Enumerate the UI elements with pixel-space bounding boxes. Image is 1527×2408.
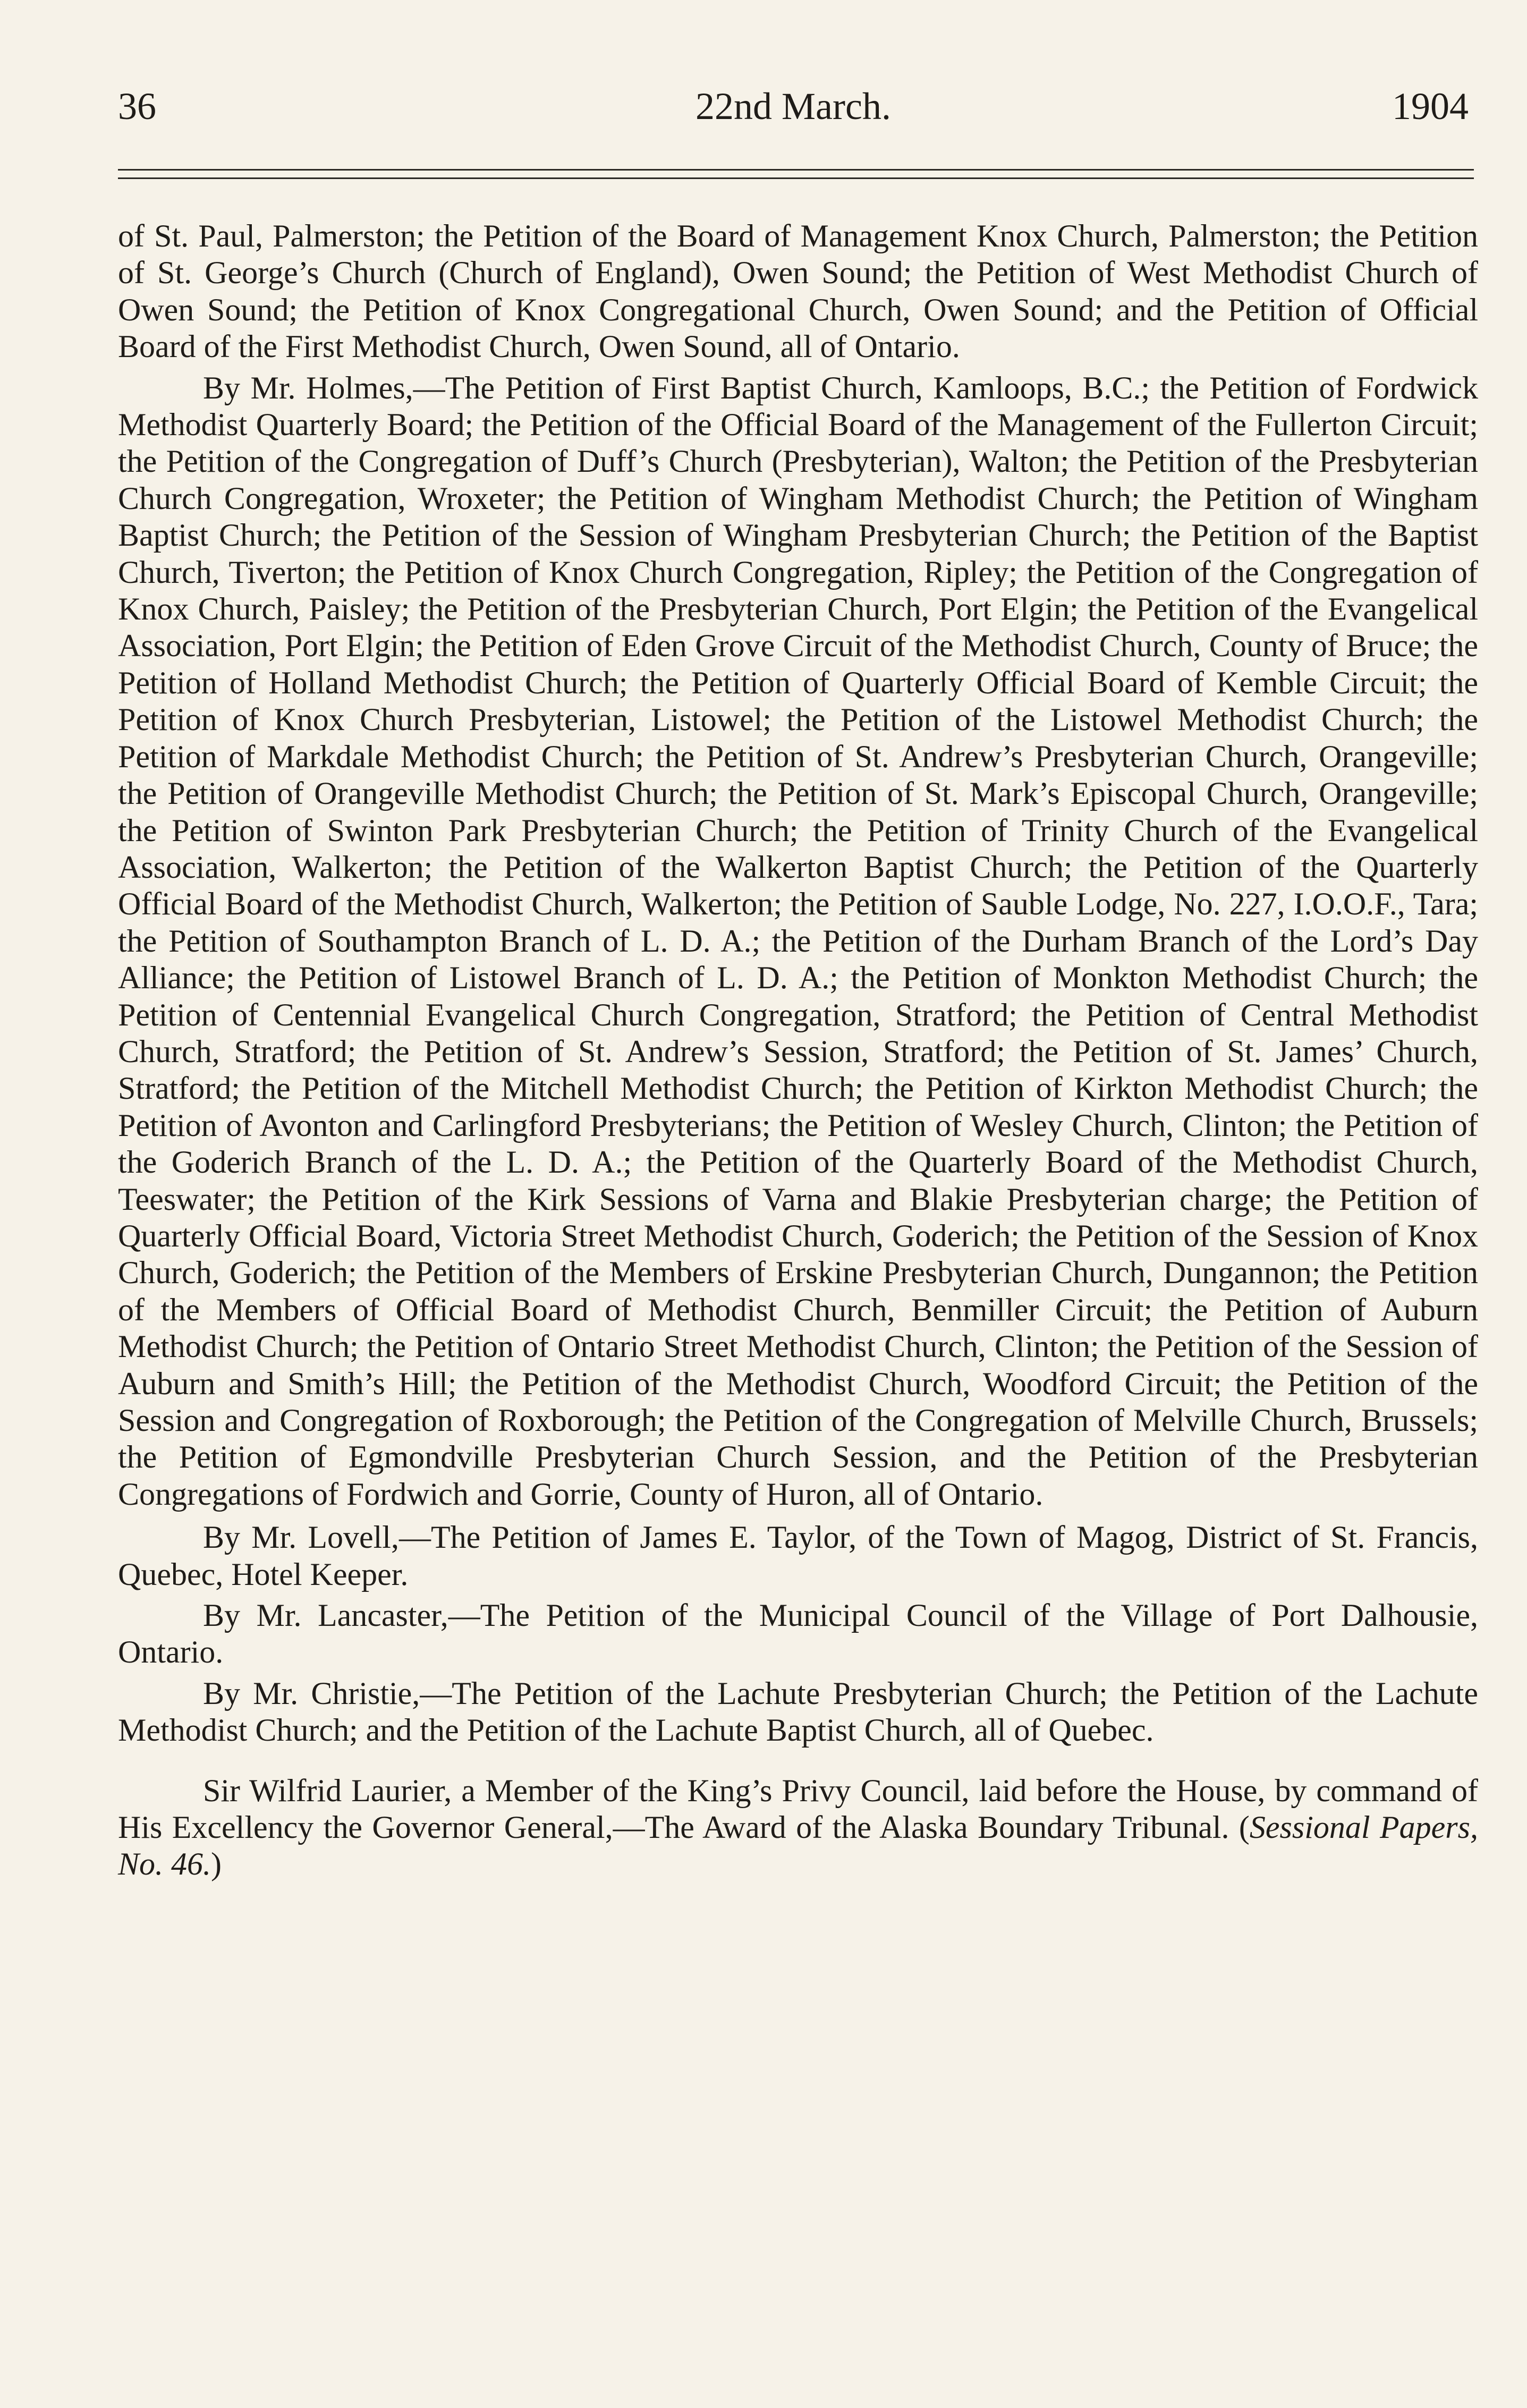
sessional-papers-reference: Sessional Papers, No. 46. <box>118 1810 1478 1882</box>
header-rule-top <box>118 169 1474 171</box>
ref-close-paren: ) <box>211 1846 222 1882</box>
ref-open-paren: ( <box>1229 1810 1250 1845</box>
paragraph-lovell-petition: By Mr. Lovell,—The Petition of James E. Taylor, of the Town of Magog, District of St. Francis, Quebec, Hotel Keeper. <box>118 1520 1478 1592</box>
page-body <box>118 218 1478 1883</box>
paragraph-lancaster-petition: By Mr. Lancaster,—The Petition of the Municipal Council of the Village of Port Dalhousie, Ontario. <box>118 1598 1478 1670</box>
paragraph-continuation: of St. Paul, Palmerston; the Petition of the Board of Management Knox Church, Palmerston; the Petition of St. George’s Church (Church of England), Owen Sound; the Petition of West Methodist Church of Owen Sound; the Petition of Knox Congregational Church, Owen Sound; and the Petition of Official Board of the First Methodist Church, Owen Sound, all of Ontario. <box>118 218 1478 364</box>
header-rule-bottom <box>118 177 1474 179</box>
page-number: 36 <box>118 85 156 128</box>
paragraph-christie-petitions: By Mr. Christie,—The Petition of the Lachute Presbyterian Church; the Petition of the Lachute Methodist Church; and the Petition of the Lachute Baptist Church, all of Quebec. <box>118 1675 1478 1748</box>
running-header <box>118 80 1469 133</box>
header-year: 1904 <box>1392 85 1469 128</box>
header-date: 22nd March. <box>695 85 891 128</box>
award-text: Sir Wilfrid Laurier, a Member of the King’s Privy Council, laid before the House, by command of His Excellency the Governor General,—The Award of the Alaska Boundary Tribunal. <box>118 1773 1478 1845</box>
paragraph-laurier-award <box>118 1773 1478 1883</box>
paragraph-holmes-petitions: By Mr. Holmes,—The Petition of First Baptist Church, Kamloops, B.C.; the Petition of Fordwick Methodist Quarterly Board; the Petition of the Official Board of the Management of the Fullerton Circuit; the Petition of the Congregation of Duff’s Church (Presbyterian), Walton; the Petition of the Presbyterian Church Congregation, Wroxeter; the Petition of Wingham Methodist Church; the Petition of Wingham Baptist Church; the Petition of the Session of Wingham Presbyterian Church; the Petition of the Baptist Church, Tiverton; the Petition of Knox Church Congregation, Ripley; the Petition of the Congregation of Knox Church, Paisley; the Petition of the Presbyterian Church, Port Elgin; the Petition of the Evangelical Association, Port Elgin; the Petition of Eden Grove Circuit of the Methodist Church, County of Bruce; the Petition of Holland Methodist Church; the Petition of Quarterly Official Board of Kemble Circuit; the Petition of Knox Church Presbyterian, Listowel; the Petition of the Listowel Methodist Church; the Petition of Markdale Methodist Church; the Petition of St. Andrew’s Presbyterian Church, Orangeville; the Petition of Orangeville Methodist Church; the Petition of St. Mark’s Episcopal Church, Orangeville; the Petition of Swinton Park Presbyterian Church; the Petition of Trinity Church of the Evangelical Association, Walkerton; the Petition of the Walkerton Baptist Church; the Petition of the Quarterly Official Board of the Methodist Church, Walkerton; the Petition of Sauble Lodge, No. 227, I.O.O.F., Tara; the Petition of Southampton Branch of L. D. A.; the Petition of the Durham Branch of the Lord’s Day Alliance; the Petition of Listowel Branch of L. D. A.; the Petition of Monkton Methodist Church; the Petition of Centennial Evangelical Church Congregation, Stratford; the Petition of Central Methodist Church, Stratford; the Petition of St. Andrew’s Session, Stratford; the Petition of St. James’ Church, Stratford; the Petition of the Mitchell Methodist Church; the Petition of Kirkton Methodist Church; the Petition of Avonton and Carlingford Presbyterians; the Petition of Wesley Church, Clinton; the Petition of the Goderich Branch of the L. D. A.; the Petition of the Quarterly Board of the Methodist Church, Teeswater; the Petition of the Kirk Sessions of Varna and Blakie Presbyterian charge; the Petition of Quarterly Official Board, Victoria Street Methodist Church, Goderich; the Petition of the Session of Knox Church, Goderich; the Petition of the Members of Erskine Presbyterian Church, Dungannon; the Petition of the Members of Official Board of Methodist Church, Benmiller Circuit; the Petition of Auburn Methodist Church; the Petition of Ontario Street Methodist Church, Clinton; the Petition of the Session of Auburn and Smith’s Hill; the Petition of the Methodist Church, Woodford Circuit; the Petition of the Session and Congregation of Roxborough; the Petition of the Congregation of Melville Church, Brussels; the Petition of Egmondville Presbyterian Church Session, and the Petition of the Presbyterian Congregations of Fordwich and Gorrie, County of Huron, all of Ontario. <box>118 370 1478 1512</box>
